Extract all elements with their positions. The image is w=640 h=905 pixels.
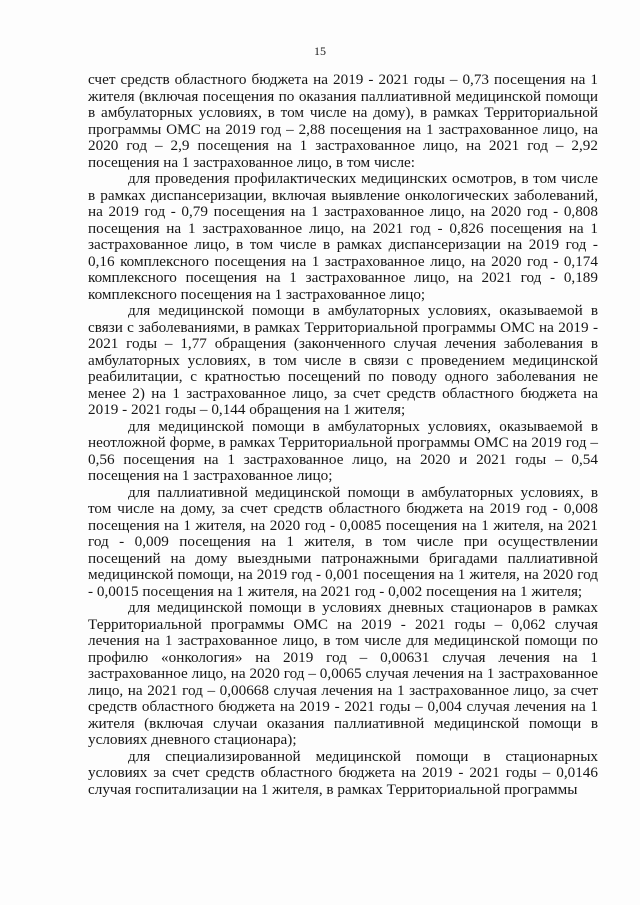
paragraph-continuation: счет средств областного бюджета на 2019 - 2021 годы – 0,73 посещения на 1 жителя (включая посещения по оказания паллиативной медицинской помощи в амбулаторных условиях, в том числе на дому), в рамках Территориальной программы ОМС на 2019 год – 2,88 посещения на 1 застрахованное лицо, на 2020 год – 2,9 посещения на 1 застрахованное лицо, на 2021 год – 2,92 посещения на 1 застрахованное лицо, в том числе: bbox=[88, 71, 598, 171]
paragraph-outpatient-disease-care: для медицинской помощи в амбулаторных условиях, оказываемой в связи с заболеваниями, в рамках Территориальной программы ОМС на 2019 - 2021 годы – 1,77 обращения (законченного случая лечения заболевания в амбулаторных условиях, в том числе в связи с проведением медицинской реабилитации, с кратностью посещений по поводу одного заболевания не менее 2) на 1 застрахованное лицо, за счет средств областного бюджета на 2019 - 2021 годы – 0,144 обращения на 1 жителя; bbox=[88, 302, 598, 418]
paragraph-palliative-outpatient-care: для паллиативной медицинской помощи в амбулаторных условиях, в том числе на дому, за счет средств областного бюджета на 2019 год - 0,008 посещения на 1 жителя, на 2020 год - 0,0085 посещения на 1 жителя, на 2021 год - 0,009 посещения на 1 жителя, в том числе при осуществлении посещений на дому выездными патронажными бригадами паллиативной медицинской помощи, на 2019 год - 0,001 посещения на 1 жителя, на 2020 год - 0,0015 посещения на 1 жителя, на 2021 год - 0,002 посещения на 1 жителя; bbox=[88, 483, 598, 600]
document-body bbox=[88, 72, 598, 798]
page-number: 15 bbox=[314, 44, 326, 58]
paragraph-day-hospital-care: для медицинской помощи в условиях дневных стационаров в рамках Территориальной программы ОМС на 2019 - 2021 годы – 0,062 случая лечения на 1 застрахованное лицо, в том числе для медицинской помощи по профилю «онкология» на 2019 год – 0,00631 случая лечения на 1 застрахованное лицо, на 2020 год – 0,0065 случая лечения на 1 застрахованное лицо, на 2021 год – 0,00668 случая лечения на 1 застрахованное лицо, за счет средств областного бюджета на 2019 - 2021 годы – 0,004 случая лечения на 1 жителя (включая случаи оказания паллиативной медицинской помощи в условиях дневного стационара); bbox=[88, 599, 598, 748]
paragraph-urgent-outpatient-care: для медицинской помощи в амбулаторных условиях, оказываемой в неотложной форме, в рамках Территориальной программы ОМС на 2019 год – 0,56 посещения на 1 застрахованное лицо, на 2020 и 2021 годы – 0,54 посещения на 1 застрахованное лицо; bbox=[88, 417, 598, 484]
paragraph-preventive-exams: для проведения профилактических медицинских осмотров, в том числе в рамках диспансеризации, включая выявление онкологических заболеваний, на 2019 год - 0,79 посещения на 1 застрахованное лицо, на 2020 год - 0,808 посещения на 1 застрахованное лицо, на 2021 год - 0,826 посещения на 1 застрахованное лицо, в том числе в рамках диспансеризации на 2019 год - 0,16 комплексного посещения на 1 застрахованное лицо, на 2020 год - 0,174 комплексного посещения на 1 застрахованное лицо, на 2021 год - 0,189 комплексного посещения на 1 застрахованное лицо; bbox=[88, 170, 598, 303]
paragraph-specialized-inpatient-care: для специализированной медицинской помощи в стационарных условиях за счет средств областного бюджета на 2019 - 2021 годы – 0,0146 случая госпитализации на 1 жителя, в рамках Территориальной программы bbox=[88, 747, 598, 798]
